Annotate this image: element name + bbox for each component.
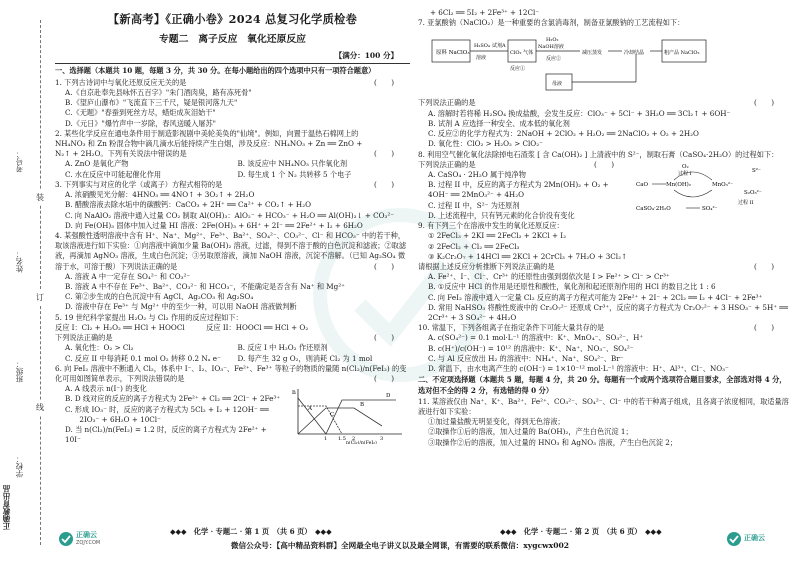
question-7: 7. 亚氯酸钠（NaClO₂）是一种重要的含氯消毒剂，制备亚氯酸钠的工艺流程如下：	[418, 18, 685, 28]
flow-crystallize: 冷却结晶	[624, 50, 645, 57]
q11-step-3: ③取操作②后的溶液，加入过量的 HNO₃ 和 AgNO₃ 溶液，产生白色沉淀 2；	[428, 437, 678, 447]
q7-option-b: B. 试剂 A 应选择一种安全、成本低的氧化剂	[428, 118, 570, 128]
q2-option-a: A. ZnO 是氧化产物	[65, 159, 129, 169]
flow-label-h2so4: H₂SO₄	[474, 43, 490, 50]
binding-mark-zhuang: 装	[36, 190, 44, 205]
flow-reaction-1: 反应①	[510, 66, 526, 73]
question-9: 9. 有下列三个在溶液中发生的氧化还原反应：	[418, 221, 564, 231]
q8-option-c: C. 过程 II 中，S²⁻ 为还原剂	[428, 200, 520, 210]
q3-option-c: C. 向 NaAlO₂ 溶液中通入过量 CO₂ 制取 Al(OH)₃：AlO₂⁻ + HCO₃⁻ + H₂O ══ Al(OH)₃↓ + CO₃²⁻	[65, 210, 395, 220]
q6-label-a: A	[308, 406, 312, 413]
q6-line-a	[298, 398, 326, 434]
q10-option-d: D. 常温下，由水电离产生的 c(OH⁻) = 1×10⁻¹² mol·L⁻¹ 的溶液中：H⁺、Al³⁺、Cl⁻、NO₃⁻	[428, 364, 729, 374]
flow-raw-text: 原料 NaClO₃	[436, 50, 470, 57]
question-2-equation: NH₄NO₃ 和 Zn 粉混合物中滴几滴水后能持续产生白烟，涉及反应：NH₄NO₃ + Zn ══ ZnO +	[55, 138, 363, 148]
q2-option-c: C. 水在反应中可能起催化作用	[65, 169, 162, 179]
q4-option-a: A. 溶液 A 中一定存在 SO₄²⁻ 和 CO₃²⁻	[65, 271, 191, 281]
q11-step-1: ①加过量盐酸无明显变化，得到无色溶液；	[428, 417, 565, 427]
flow-clo2-text: ClO₂ 气体	[510, 50, 534, 57]
q8-gypsum: CaSO₄·2H₂O	[636, 205, 671, 212]
q6-tick-1: 1	[324, 436, 328, 443]
q4-option-c: C. 第②步生成的白色沉淀中有 AgCl、Ag₂CO₃ 和 Ag₂SO₄	[65, 292, 254, 302]
flow-label-h2o2: H₂O₂	[546, 37, 559, 44]
footer-page-2: ◆◆◆ 化学 · 专题二 · 第 2 页 （共 6 页） ◆◆◆	[500, 527, 662, 536]
question-9-stem-end: 请根据上述反应分析推断下列说法正确的是 ( )	[418, 261, 774, 271]
flow-mother-text: 母液	[552, 81, 563, 88]
class-label: 班级：	[15, 360, 24, 383]
q6-label-d: D	[386, 393, 391, 400]
q2-options-row-1	[55, 159, 410, 169]
binding-dashed-line	[40, 20, 41, 545]
org-label: 正确教育出品	[2, 485, 11, 530]
flow-label-reagent: 试剂A	[492, 43, 506, 50]
q7-option-a: A. 溶解时若将稀 H₂SO₄ 换成盐酸，会发生反应：ClO₃⁻ + 5Cl⁻ + 3H₂O ══ 3Cl₂↑ + 6OH⁻	[428, 108, 731, 118]
binding-mark-ding: 订	[36, 290, 44, 305]
logo-left-subtext: ZQJY.COM	[76, 539, 101, 546]
footer-notice: 微信公众号：【高中精品资料群】全网最全电子讲义以及最全网课，有需要的联系微信：xygcwx002	[230, 541, 570, 550]
section-two-heading: 二、不定项选择题（本题共 5 题，每题 4 分，共 20 分。每题有一个或两个选项符合题目要求，全部选对得 4 分，选对但不全的得 2 分，有选错的得 0 分）	[418, 375, 787, 395]
flow-product-text: 粗产品 NaClO₂	[664, 50, 700, 57]
q6-tick-2: 1.5	[338, 436, 346, 443]
q1-option-c: C.《无题》"春蚕到死丝方尽，蜡炬成灰泪始干"	[65, 108, 216, 118]
question-5-reactions: 反应 I：Cl₂ + H₂O₂ ══ HCl + HOOCl 反应 II：HOOCl ══ HCl + O₂	[55, 322, 309, 332]
q8-mnoh2: Mn(OH)₂	[666, 181, 691, 188]
full-score: 【满分：100 分】	[334, 50, 398, 60]
question-5: 5. 19 世纪科学家提出 H₂O₂ 与 Cl₂ 作用的反应过程如下：	[55, 312, 243, 322]
q5-option-c: C. 反应 II 中每消耗 0.1 mol O₂ 转移 0.2 Nₐ e⁻	[65, 353, 221, 363]
question-2-stem-end: N₂↑ + 2H₂O。下列有关说法中错误的是 ( )	[55, 149, 394, 159]
left-column	[55, 8, 410, 446]
q1-option-a: A.《自京赴奉先县咏怀五百字》"朱门酒肉臭，路有冻死骨"	[65, 87, 252, 97]
q8-cycle-diagram	[634, 160, 784, 216]
question-8-stem-end: 下列说法正确的是 ( )	[418, 159, 614, 169]
q7-option-c: C. 反应②的化学方程式为：2NaOH + 2ClO₂ + H₂O₂ ══ 2NaClO₂ + O₂ + 2H₂O	[428, 129, 699, 139]
flow-label-naoh: NaOH溶液	[538, 44, 564, 51]
question-5-stem-end: 下列说法正确的是 ( )	[55, 333, 394, 343]
question-10: 10. 常温下，下列各组离子在指定条件下可能大量共存的是 ( )	[418, 323, 774, 333]
q9-option-c: C. 向 FeI₂ 溶液中通入一定量 Cl₂ 反应的离子方程式可能为 2Fe²⁺ + 2I⁻ + 2Cl₂ ══ I₂ + 4Cl⁻ + 2Fe³⁺	[428, 292, 763, 302]
paper-title: 【新高考】《正确小卷》2024 总复习化学质检卷	[107, 12, 358, 26]
q1-option-b: B.《望庐山瀑布》"飞流直下三千尺，疑是银河落九天"	[65, 98, 238, 108]
q6-tick-4: 3	[380, 436, 384, 443]
q6-y-label: n	[292, 389, 296, 397]
q6-option-d-cont: + 6Cl₂ ══ 5I₂ + 2Fe³⁺ + 12Cl⁻	[430, 8, 540, 17]
q2-option-d: D. 每生成 1 个 N₂ 共转移 5 个电子	[237, 169, 352, 179]
q8-so4: SO₄²⁻	[702, 205, 718, 212]
q10-option-c: C. 与 Al 反应放出 H₂ 的溶液中：NH₄⁺、Na⁺、SO₄²⁻、Br⁻	[428, 353, 624, 363]
q8-cao: CaO	[636, 181, 648, 188]
right-column	[418, 8, 790, 448]
q8-option-d: D. 上述流程中，只有钙元素的化合价没有变化	[428, 210, 575, 220]
section-one-heading: 一、选择题（本题共 10 题，每题 3 分，共 30 分。在每小题给出的四个选项中只有一项符合题意）	[55, 66, 376, 76]
school-label: 学校：	[15, 455, 24, 478]
q7-flowchart	[430, 30, 710, 96]
q9-reaction-1: ① 2FeCl₃ + 2KI ══ 2FeCl₂ + 2KCl + I₂	[428, 231, 566, 241]
header-rule	[55, 63, 410, 64]
q2-options-row-2	[55, 170, 410, 180]
q4-option-b: B. 溶液 A 中不存在 Fe³⁺、Ba²⁺、CO₃²⁻ 和 HCO₃⁻，不能确定是否含有 Na⁺ 和 Mg²⁺	[65, 282, 345, 292]
flow-reaction-2: 反应②	[546, 56, 562, 63]
q6-option-c-cont: 2IO₃⁻ + 6H₂O + 10Cl⁻	[65, 414, 161, 424]
footer-page-1: ◆◆◆ 化学 · 专题二 · 第 1 页 （共 6 页） ◆◆◆	[170, 527, 332, 536]
q6-option-a: A. A 线表示 n(I⁻) 的变化	[65, 384, 147, 394]
question-3: 3. 下列事实与对应的化学（或离子）方程式相符的是 ( )	[55, 179, 394, 189]
q6-option-d: D. 当 n(Cl₂)/n(FeI₂) = 1.2 时，反应的离子方程式为 2Fe²⁺ + 10I⁻	[65, 425, 267, 445]
exam-number-label: 考号：	[15, 150, 24, 173]
q6-x-label: n(Cl₂)/n(FeI₂)	[346, 441, 377, 445]
q11-step-2: ②取操作①后的溶液，加入过量的 Ba(OH)₂，产生白色沉淀 1；	[428, 427, 633, 437]
q8-option-a: A. CaSO₄ · 2H₂O 属于纯净物	[428, 169, 526, 179]
q10-option-a: A. c(SO₄²⁻) = 0.1 mol·L⁻¹ 的溶液中：K⁺、MnO₄⁻、SO₃²⁻、H⁺	[428, 333, 644, 343]
paper-subtitle: 专题二 离子反应 氧化还原反应	[159, 33, 306, 45]
q10-option-b: B. c(H⁺)/c(OH⁻) = 10¹² 的溶液中：K⁺、Na⁺、NO₃⁻、SO₄²⁻	[428, 343, 634, 353]
q5-option-a: A. 氧化性：O₂ > Cl₂	[65, 343, 134, 353]
q6-option-b: B. D 线对应的反应的离子方程式为 2Fe²⁺ + Cl₂ ══ 2Cl⁻ + 2Fe³⁺	[65, 394, 281, 404]
q8-arrow-3	[674, 190, 712, 197]
q5-options-row-2	[55, 354, 410, 364]
q6-graph	[286, 386, 406, 444]
q9-option-b: B. ①反应中 HCl 的作用是还原性和酸性，氧化剂和起还原剂作用的 HCl 的数目之比 1 : 6	[428, 282, 716, 292]
question-1: 1. 下列古诗词中与氧化还原反应无关的是 ( )	[55, 77, 394, 87]
q8-mno3: MnO₃²⁻	[712, 181, 733, 188]
q9-option-d: D. 常用 NaHSO₃ 将酸性废液中的 Cr₂O₇²⁻ 还原成 Cr³⁺，反应的离子方程式为 Cr₂O₇²⁻ + 3 HSO₃⁻ + 5H⁺ ══ 2Cr³⁺ + 3 SO₄²⁻ + 4H₂O	[428, 302, 788, 323]
q3-option-b: B. 醋酸溶液去除水垢中的碳酸钙：CaCO₃ + 2H⁺ ══ Ca²⁺ + CO₂↑ + H₂O	[65, 200, 311, 210]
q1-option-d: D.《元日》"爆竹声中一岁除，春风送暖入屠苏"	[65, 118, 216, 128]
q5-options-row-1	[55, 343, 410, 353]
q6-option-c: C. 形成 IO₃⁻ 时，反应的离子方程式为 5Cl₂ + I₂ + 12OH⁻ ══	[65, 404, 269, 414]
binding-mark-xian: 线	[36, 400, 44, 415]
q9-option-a: A. Fe²⁺、I⁻、Cl⁻、Cr³⁺ 的还原性由强到弱依次是 I > Fe²⁺ > Cl⁻ > Cr³⁺	[428, 272, 670, 282]
q4-option-d: D. 溶液中存在 Fe³⁺ 与 Mg²⁺ 中的至少一种，可以用 NaOH 溶液做判断	[65, 302, 297, 312]
question-2: 2. 某些化学反应在通电条件用于制造影视剧中美轮美奂的"仙境"。例如，向置于温热石棉网上的	[55, 128, 359, 138]
q3-option-a: A. 浓硝酸见光分解：4HNO₃ ══ 4NO↑ + 3O₂↑ + 2H₂O	[65, 190, 255, 200]
q2-option-b: B. 该反应中 NH₄NO₃ 只作氧化剂	[237, 159, 348, 169]
q5-option-b: B. 反应 I 中 H₂O₂ 作还原剂	[237, 343, 328, 353]
q9-reaction-3: ③ K₂Cr₂O₇ + 14HCl ══ 2KCl + 2CrCl₃ + 7H₂O + 3Cl₂↑	[428, 251, 627, 261]
q5-option-d: D. 每产生 32 g O₂，则消耗 Cl₂ 为 1 mol	[237, 353, 373, 363]
q7-option-d: D. 氧化性：ClO₂ > H₂O₂ > ClO₂⁻	[428, 139, 543, 149]
logo-right-text: 正确云	[744, 534, 765, 543]
q8-s2o3: S₂O₃²⁻	[744, 189, 762, 196]
flow-evaporate: 减压蒸发	[582, 50, 603, 57]
question-4: 4. 某强酸性透明溶液中含有 H⁺、Na⁺、Mg²⁺、Fe³⁺、Ba²⁺、SO₄²⁻、CO₃²⁻、Cl⁻ 和 HCO₃⁻ 中的若干种，取该溶液进行如下实验：①向溶液中滴加少量 Ba(OH)₂ 溶液，过滤，得到不溶于酸的白色沉淀和滤液；②取滤液，再滴加 AgNO₃ 溶液，生成白色沉淀；③另取原溶液，滴加 NaOH 溶液，沉淀不溶解。（已知 Ag₂SO₄ 微溶于水，可溶于酸）下列说法正确的是 ( )	[55, 230, 407, 271]
q6-tick-3: 2	[352, 436, 356, 443]
question-11: 11. 某溶液仅由 Na⁺、K⁺、Ba²⁺、Fe²⁺、CO₃²⁻、SO₄²⁻、Cl⁻ 中的若干种离子组成，且各离子浓度相同，取适量溶液进行如下实验：	[418, 396, 789, 416]
question-6: 6. 向 FeI₂ 溶液中不断通入 Cl₂，体系中 I⁻、I₂、IO₃⁻、Fe²⁺、Fe³⁺ 等粒子的物质的量随 n(Cl₂)/n(FeI₂) 的变化可用如图简单表示，下列说法错误的是 ( )	[55, 363, 407, 384]
q8-option-b: B. 过程 II 中，反应的离子方程式为 2Mn(OH)₂ + O₂ + 4OH⁻ ══ 2MnO₃²⁻ + 4H₂O	[428, 180, 609, 200]
q8-process-2: 过程 II	[738, 199, 754, 206]
q6-label-b: B	[360, 402, 365, 409]
flow-label-solution: 溶液	[476, 55, 487, 62]
q8-s2: S²⁻	[752, 167, 761, 174]
q6-label-c: C	[330, 412, 335, 419]
question-8: 8. 利用空气催化氧化法除掉电石渣浆 [ 含 Ca(OH)₂ ] 上清液中的 S²⁻，制取石膏（CaSO₄·2H₂O）的过程如下：	[418, 149, 779, 159]
q3-option-d: D. 向 Fe(OH)₃ 固体中加入过量 HI 溶液：2Fe(OH)₃ + 6H⁺ + 2I⁻ ══ 2Fe²⁺ + I₂ + 6H₂O	[65, 220, 363, 230]
question-7-stem-end: 下列说法正确的是 ( )	[418, 98, 774, 108]
q8-o2: O₂	[682, 163, 689, 170]
q6-line-c	[298, 406, 342, 434]
binding-margin	[0, 0, 50, 569]
q8-process-1: 过程 I	[678, 170, 692, 177]
logo-left-text: 正确云	[76, 531, 97, 540]
q9-reaction-2: ② 2FeCl₂ + Cl₂ ══ 2FeCl₃	[428, 241, 520, 251]
name-label: 姓名：	[15, 250, 24, 273]
